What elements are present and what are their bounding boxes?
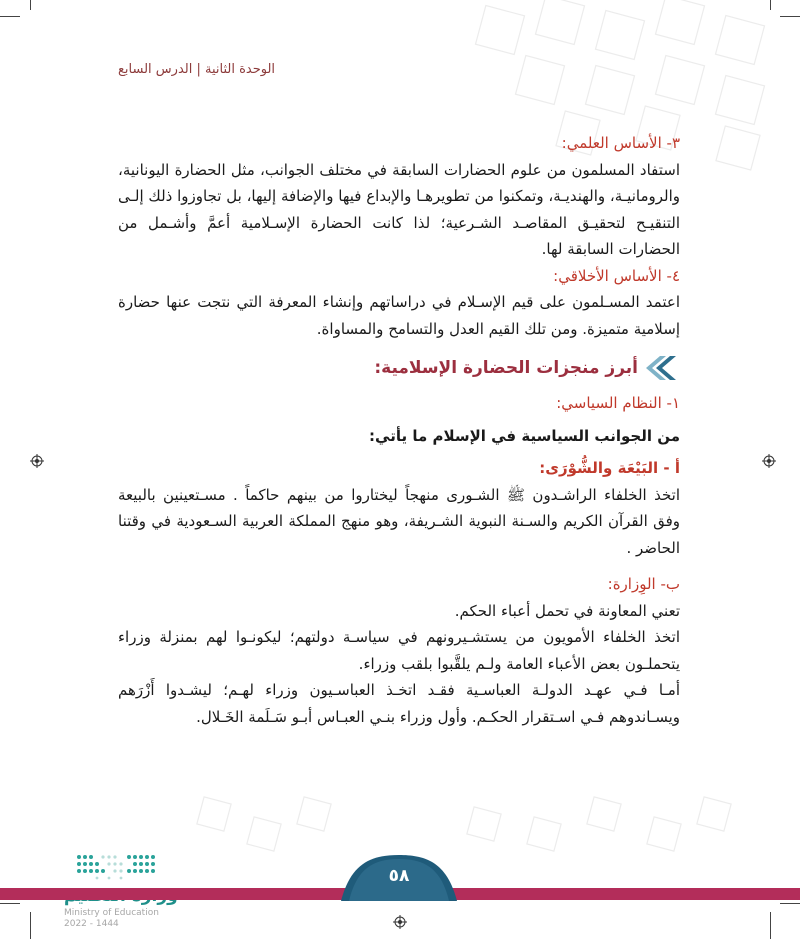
page-number: ٥٨ (388, 866, 410, 886)
crop-mark (770, 912, 771, 939)
paragraph-ministry-line3: أمـا فـي عهـد الدولـة العباسـية فقـد اتخـذ العباسـيون وزراء لهـم؛ ليشـدوا أَزْرَهم ويسـاندوهم فـي اسـتقرار الحكـم. وأول وزراء بنـي العبـاس أبـو سَـلَمة الخَـلال. (118, 681, 680, 726)
section-title-ministry: ب- الوِزارة: (607, 575, 680, 593)
crop-mark (0, 903, 20, 904)
ministry-name-english: Ministry of Education (64, 908, 159, 918)
crop-mark (0, 16, 20, 17)
registration-mark-icon (762, 454, 776, 468)
section-title-ethical: ٤- الأساس الأخلاقي: (553, 266, 680, 285)
crop-mark (780, 903, 800, 904)
paragraph-ministry-line1: تعني المعاونة في تحمل أعباء الحكم. (454, 601, 680, 620)
political-intro: من الجوانب السياسية في الإسلام ما يأتي: (369, 426, 680, 445)
section-title-political: ١- النظام السياسي: (556, 394, 680, 412)
crop-mark (30, 0, 31, 10)
page-header-breadcrumb: الوحدة الثانية | الدرس السابع (118, 62, 276, 77)
crop-mark (770, 0, 771, 10)
section-title-bayah: أ - البَيْعَة والشُّوْرَى: (539, 459, 680, 477)
registration-mark-icon (30, 454, 44, 468)
ministry-dots-icon (74, 852, 164, 882)
achievements-heading (118, 354, 680, 382)
ministry-year: 2022 - 1444 (64, 919, 119, 929)
paragraph-bayah: اتخذ الخلفاء الراشـدون ﷺ الشـورى منهجاً ليختاروا من بينهم حاكماً . مسـتعينين بالبيعة وفق القرآن الكريم والسـنة النبوية الشـريفة، وهو منهج المملكة العربية السـعودية في وقتنا الحاضر . (118, 485, 680, 557)
section-title-scientific: ٣- الأساس العلمي: (561, 134, 680, 152)
achievements-title: أبرز منجزات الحضارة الإسلامية: (374, 357, 638, 378)
paragraph-scientific: استفاد المسلمون من علوم الحضارات السابقة في مختلف الجوانب، مثل الحضارة اليونانية، والرومانيـة، والهنديـة، وتمكنوا من تطويرهـا والإبداع فيها والإضافة إليها، بل تجاوزوا ذلك إلـى التنقيـح لتحقيـق المقاصـد الشـرعية؛ لذا كانت الحضارة الإسـلامية أعمَّ وأشـمل من الحضارات السابقة لها. (118, 160, 680, 258)
page-content (118, 130, 680, 730)
paragraph-ethical: اعتمد المسـلمون على قيم الإسـلام في دراساتهم وإنشاء المعرفة التي نتجت عنها حضارة إسلامية متميزة. ومن تلك القيم العدل والتسامح والمساواة. (118, 293, 680, 338)
chevron-left-icon (646, 354, 680, 382)
registration-mark-icon (393, 915, 407, 929)
crop-mark (780, 16, 800, 17)
paragraph-ministry-line2: اتخذ الخلفاء الأمويون من يستشـيرونهم في سياسـة دولتهم؛ ليكونـوا لهم بمنزلة وزراء يتحملـون بعض الأعباء العامة ولـم يلقَّبوا بلقب وزراء. (118, 628, 680, 673)
